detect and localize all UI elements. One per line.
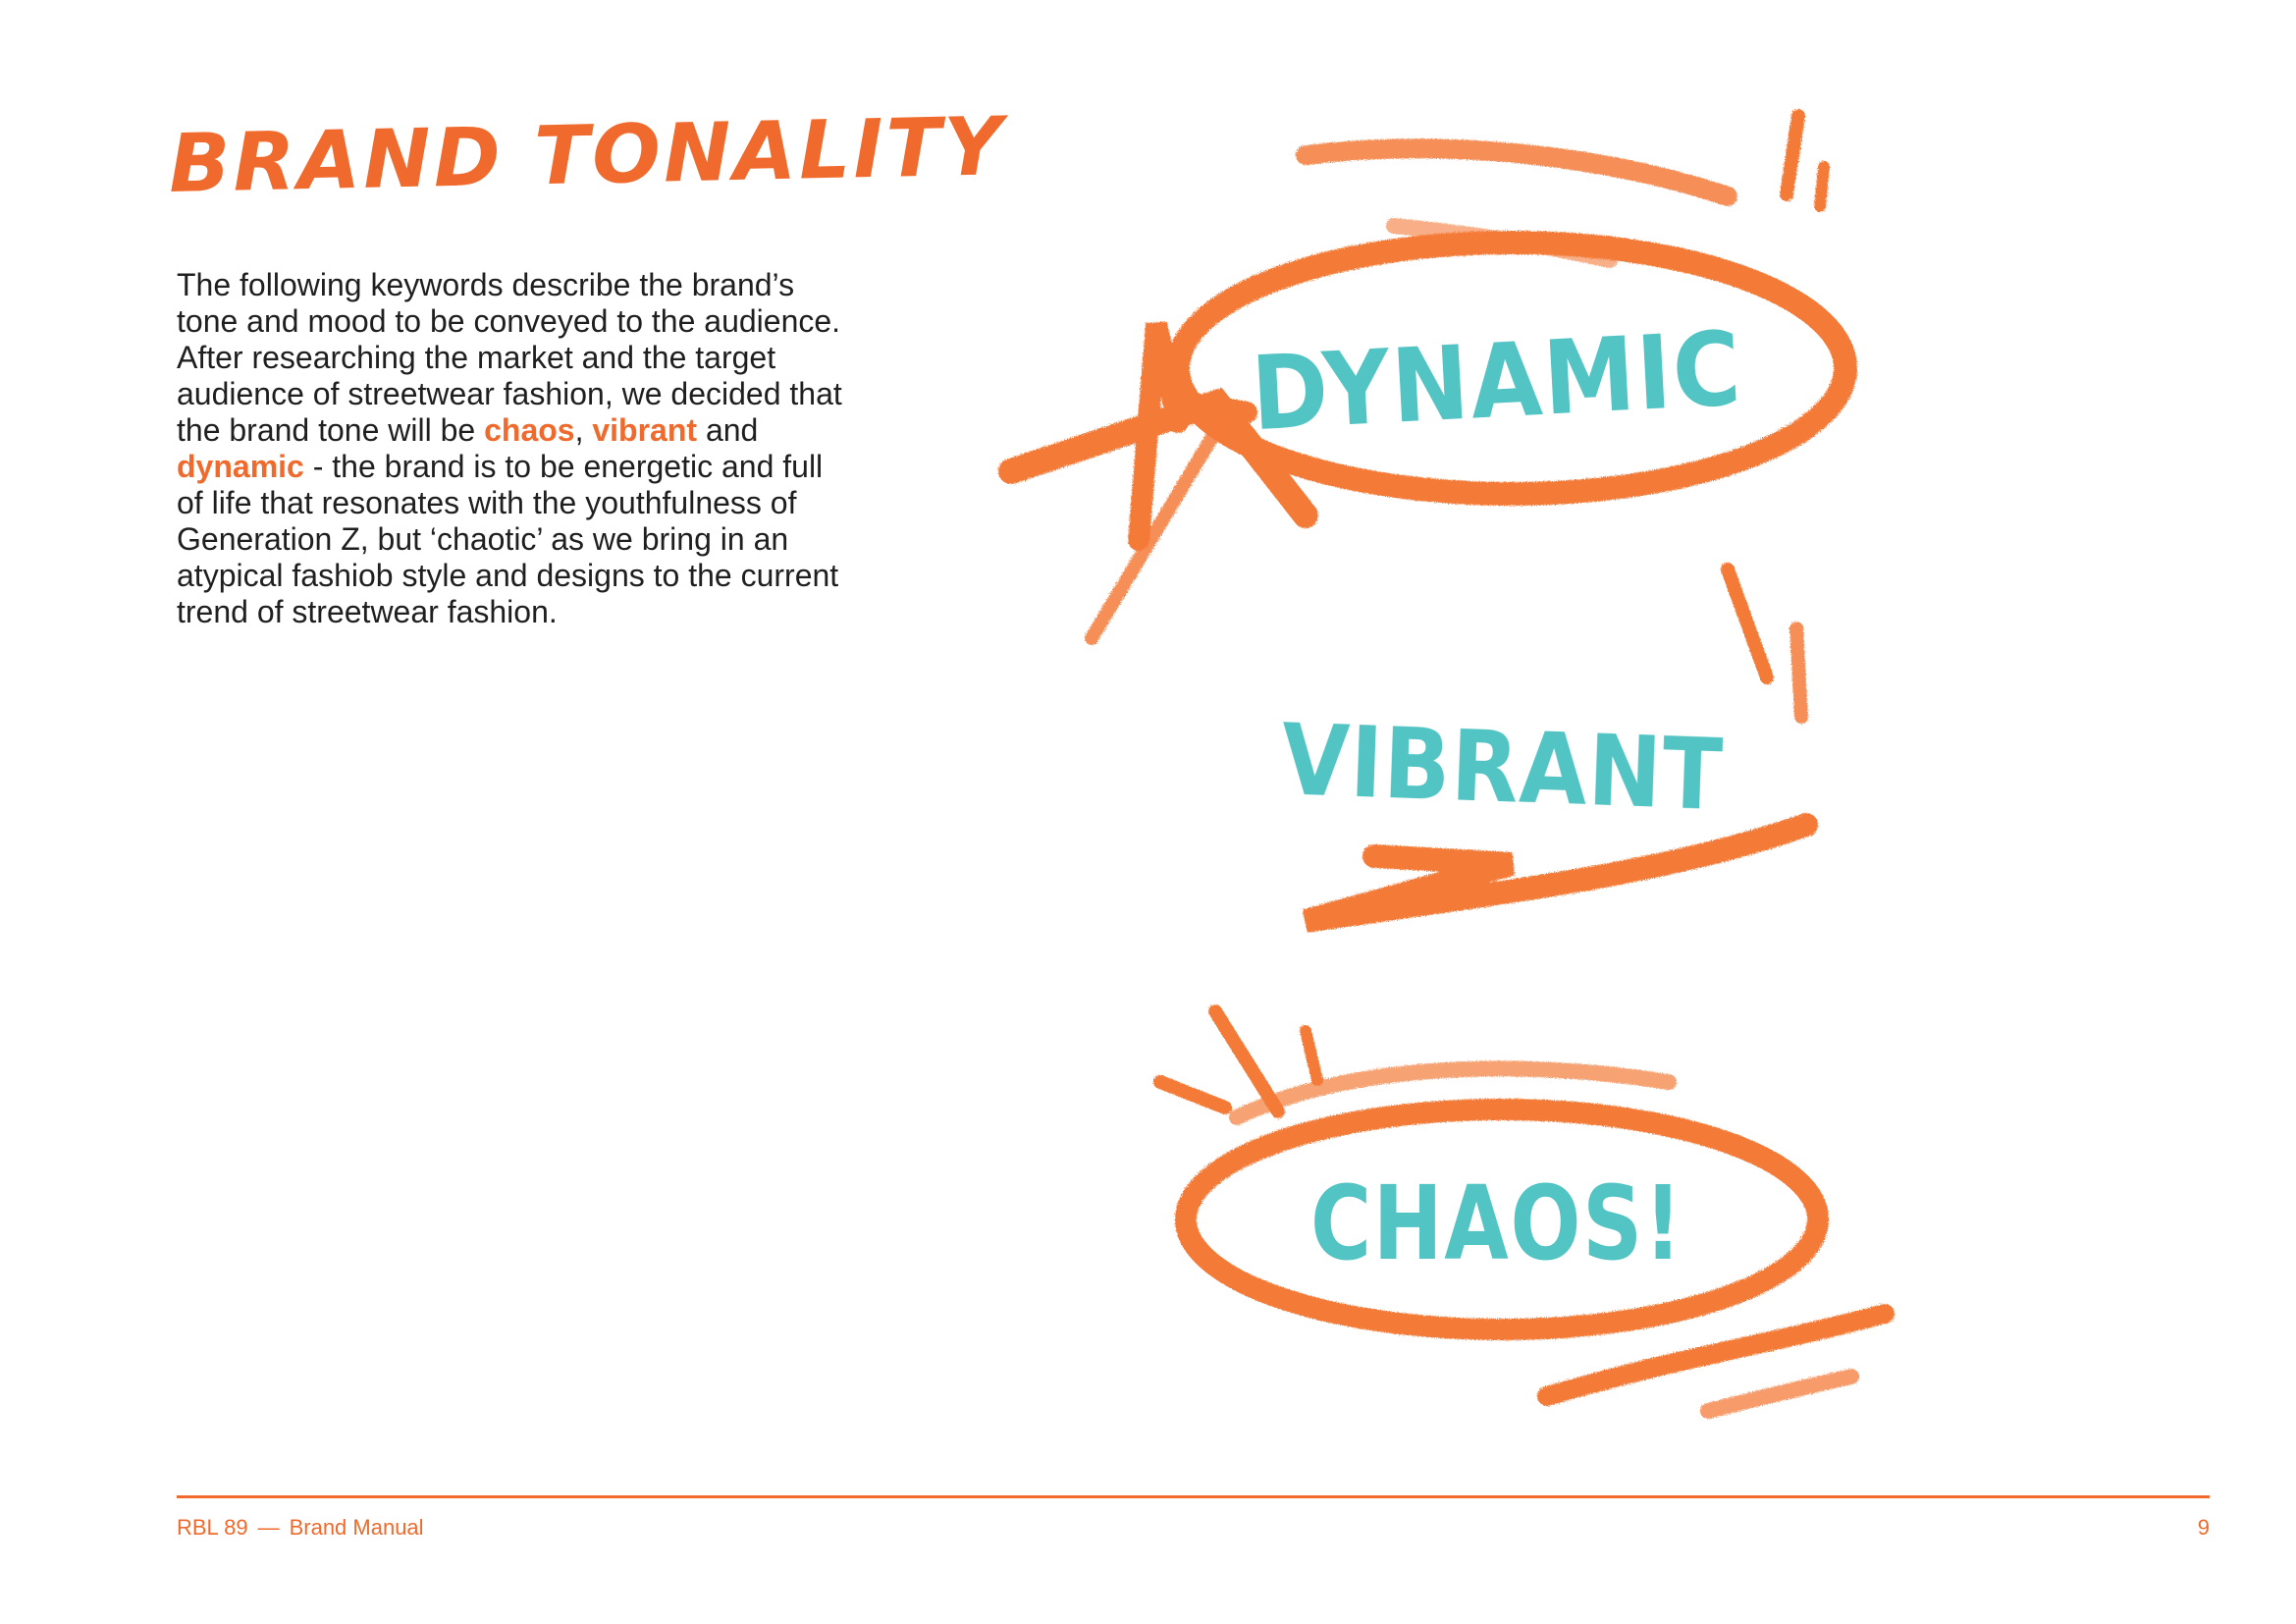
vibrant-tick-2 — [1796, 628, 1801, 717]
chaos-tick-1 — [1160, 1082, 1225, 1108]
dynamic-tick-1 — [1787, 116, 1798, 194]
page-number: 9 — [2197, 1515, 2210, 1540]
footer-doc-name: Brand Manual — [289, 1515, 424, 1540]
footer-divider — [177, 1495, 2210, 1498]
footer-brand: RBL 89 — [177, 1515, 248, 1540]
footer-brand-line — [177, 1512, 424, 1543]
keyword-dynamic: dynamic — [177, 449, 304, 484]
page-title: BRAND TONALITY — [167, 100, 1006, 211]
dynamic-top-swash — [1306, 148, 1728, 196]
intro-text-start: The following keywords describe the brand’s tone and mood to be conveyed to the audience. After researching the market and the target audience of streetwear fashion, we decided that the brand tone will be — [177, 267, 842, 448]
vibrant-graffiti-word: VIBRANT — [1279, 702, 1779, 835]
dynamic-graffiti-word: DYNAMIC — [1249, 305, 1798, 455]
graffiti-illustration — [982, 88, 1904, 1443]
chaos-tick-3 — [1306, 1031, 1317, 1080]
graffiti-artwork — [982, 88, 1904, 1443]
intro-separator-2: and — [697, 412, 759, 448]
vibrant-underline-z — [1306, 825, 1806, 921]
dynamic-tick-2 — [1820, 167, 1824, 206]
chaos-graffiti-word: CHAOS! — [1310, 1164, 1683, 1283]
keyword-chaos: chaos — [484, 412, 575, 448]
keyword-vibrant: vibrant — [592, 412, 698, 448]
dynamic-star-4 — [1188, 403, 1247, 412]
intro-separator-1: , — [574, 412, 593, 448]
intro-text-end: - the brand is to be energetic and full of life that resonates with the youthfulness of Generation Z, but ‘chaotic’ as we bring in an atypical fashiob style and designs to the current trend of streetwear fashion. — [177, 449, 839, 629]
intro-paragraph — [177, 267, 854, 630]
chaos-underline-2 — [1708, 1377, 1851, 1411]
vibrant-tick-1 — [1728, 569, 1767, 677]
footer-separator: — — [257, 1515, 280, 1540]
chaos-tick-2 — [1215, 1011, 1278, 1111]
